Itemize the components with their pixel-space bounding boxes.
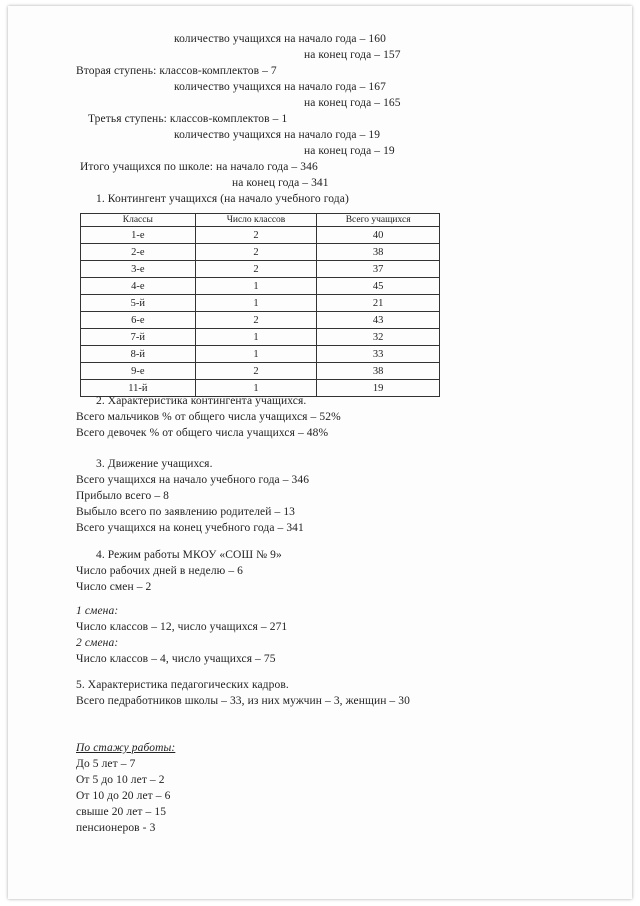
girls-percentage: Всего девочек % от общего числа учащихся – 48% [76,427,329,439]
experience-item: От 5 до 10 лет – 2 [76,774,165,786]
shift-2-label: 2 смена: [76,637,119,649]
school-total-end: на конец года – 341 [232,177,329,189]
students-left: Выбыло всего по заявлению родителей – 13 [76,506,296,518]
class-count-cell: 1 [195,380,317,397]
experience-item: свыше 20 лет – 15 [76,806,167,818]
boys-percentage: Всего мальчиков % от общего числа учащихся – 52% [76,411,341,423]
experience-item: пенсионеров - 3 [76,822,156,834]
third-stage-end-count: на конец года – 19 [304,145,395,157]
class-count-cell: 2 [195,227,317,244]
table-row [81,312,440,329]
document-page [8,6,632,899]
contingent-table [80,213,440,397]
class-name-cell: 1-е [81,227,196,244]
student-count-cell: 32 [317,329,440,346]
class-name-cell: 4-е [81,278,196,295]
student-count-cell: 37 [317,261,440,278]
school-total-start: Итого учащихся по школе: на начало года – 346 [80,161,318,173]
students-arrived: Прибыло всего – 8 [76,490,169,502]
class-count-cell: 2 [195,312,317,329]
student-count-cell: 19 [317,380,440,397]
class-name-cell: 3-е [81,261,196,278]
class-name-cell: 2-е [81,244,196,261]
class-count-cell: 2 [195,261,317,278]
class-name-cell: 5-й [81,295,196,312]
class-count-cell: 2 [195,363,317,380]
shift-2-details: Число классов – 4, число учащихся – 75 [76,653,276,665]
student-count-cell: 45 [317,278,440,295]
experience-title: По стажу работы: [76,742,176,754]
table-row [81,278,440,295]
table-row [81,329,440,346]
header-class-count: Число классов [195,214,317,227]
second-stage-end-count: на конец года – 165 [304,97,401,109]
class-name-cell: 9-е [81,363,196,380]
student-count-cell: 38 [317,363,440,380]
section-1-title: 1. Контингент учащихся (на начало учебного года) [96,193,349,205]
student-count-cell: 38 [317,244,440,261]
header-classes: Классы [81,214,196,227]
class-count-cell: 1 [195,278,317,295]
shift-1-details: Число классов – 12, число учащихся – 271 [76,621,288,633]
table-row [81,363,440,380]
section-4-title: 4. Режим работы МКОУ «СОШ № 9» [96,549,282,561]
class-count-cell: 1 [195,346,317,363]
class-name-cell: 8-й [81,346,196,363]
table-row [81,295,440,312]
student-count-cell: 33 [317,346,440,363]
student-count-cell: 43 [317,312,440,329]
section-2-title: 2. Характеристика контингента учащихся. [96,395,307,407]
table-header-row [81,214,440,227]
shift-count: Число смен – 2 [76,581,152,593]
first-stage-end-count: на конец года – 157 [304,49,401,61]
student-count-cell: 40 [317,227,440,244]
class-count-cell: 1 [195,295,317,312]
experience-item: От 10 до 20 лет – 6 [76,790,171,802]
section-3-title: 3. Движение учащихся. [96,458,213,470]
students-end-year: Всего учащихся на конец учебного года – 341 [76,522,304,534]
shift-1-label: 1 смена: [76,605,119,617]
staff-summary: Всего педработников школы – 33, из них мужчин – 3, женщин – 30 [76,695,410,707]
student-count-cell: 21 [317,295,440,312]
third-stage-classes: Третья ступень: классов-комплектов – 1 [88,113,288,125]
students-start-year: Всего учащихся на начало учебного года – 346 [76,474,310,486]
second-stage-classes: Вторая ступень: классов-комплектов – 7 [76,65,277,77]
second-stage-start-count: количество учащихся на начало года – 167 [174,81,386,93]
class-count-cell: 2 [195,244,317,261]
class-count-cell: 1 [195,329,317,346]
class-name-cell: 11-й [81,380,196,397]
table-row [81,244,440,261]
table-row [81,346,440,363]
class-name-cell: 7-й [81,329,196,346]
third-stage-start-count: количество учащихся на начало года – 19 [174,129,381,141]
table-row [81,261,440,278]
table-row [81,227,440,244]
class-name-cell: 6-е [81,312,196,329]
work-days-per-week: Число рабочих дней в неделю – 6 [76,565,244,577]
header-student-count: Всего учащихся [317,214,440,227]
section-5-title: 5. Характеристика педагогических кадров. [76,679,289,691]
experience-item: До 5 лет – 7 [76,758,136,770]
first-stage-start-count: количество учащихся на начало года – 160 [174,33,386,45]
